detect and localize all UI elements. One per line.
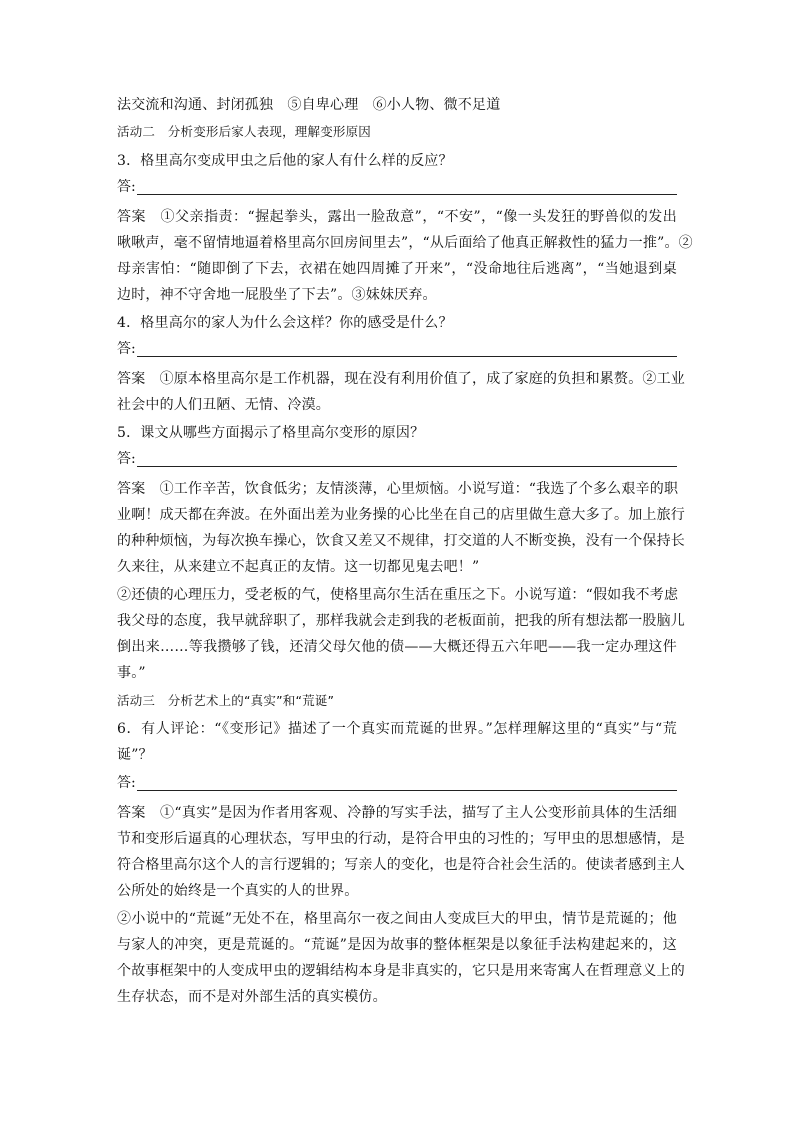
answer-text: 倒出来……等我攒够了钱，还清父母欠他的债——大概还得五六年吧——我一定办理这件 — [117, 639, 677, 655]
answer-text: 答案 ①原本格里高尔是工作机器，现在没有利用价值了，成了家庭的负担和累赘。②工业 — [117, 371, 685, 387]
question-5: 5．课文从哪些方面揭示了格里高尔变形的原因？ — [117, 425, 425, 441]
answer-text: 公所处的始终是一个真实的人的世界。 — [117, 883, 359, 899]
answer-text: 久来往，从来建立不起真正的友情。这一切都见鬼去吧！” — [117, 559, 480, 575]
answer-text: 的种种烦恼，为每次换车操心，饮食又差又不规律，打交道的人不断变换，没有一个保持长 — [117, 533, 685, 549]
question-4: 4．格里高尔的家人为什么会这样？你的感受是什么？ — [117, 315, 453, 331]
answer-text: 啾啾声，毫不留情地逼着格里高尔回房间里去”，“从后面给了他真正解救性的猛力一推”。② — [117, 235, 693, 251]
answer-prompt: 答: — [117, 775, 136, 791]
answer-text: 答案 ①“真实”是因为作者用客观、冷静的写实手法，描写了主人公变形前具体的生活细 — [117, 805, 677, 821]
answer-prompt: 答: — [117, 179, 136, 195]
answer-text: 母亲害怕：“随即倒了下去，衣裙在她四周摊了开来”，“没命地往后逃离”，“当她退到桌 — [117, 261, 677, 277]
activity-heading: 活动三 分析艺术上的“真实”和“荒诞” — [117, 693, 335, 708]
answer-text: 与家人的冲突，更是荒诞的。“荒诞”是因为故事的整体框架是以象征手法构建起来的，这 — [117, 937, 677, 953]
answer-text: 业啊！成天都在奔波。在外面出差为业务操的心比坐在自己的店里做生意大多了。加上旅行 — [117, 507, 685, 523]
answer-text: ②还债的心理压力，受老板的气，使格里高尔生活在重压之下。小说写道：“假如我不考虑 — [117, 587, 679, 603]
answer-text: 我父母的态度，我早就辞职了，那样我就会走到我的老板面前，把我的所有想法都一股脑儿 — [117, 613, 685, 629]
answer-text: 个故事框架中的人变成甲虫的逻辑结构本身是非真实的，它只是用来寄寓人在哲理意义上的 — [117, 963, 685, 979]
answer-prompt: 答: — [117, 451, 136, 467]
answer-text: 答案 ①父亲指责：“握起拳头，露出一脸敌意”，“不安”，“像一头发狂的野兽似的发出 — [117, 209, 677, 225]
answer-text: ②小说中的“荒诞”无处不在，格里高尔一夜之间由人变成巨大的甲虫，情节是荒诞的；他 — [117, 911, 677, 927]
answer-blank[interactable] — [117, 450, 677, 468]
answer-blank[interactable] — [117, 178, 677, 196]
answer-text: 社会中的人们丑陋、无情、冷漠。 — [117, 397, 330, 413]
answer-text: 边时，神不守舍地一屁股坐了下去”。③妹妹厌弃。 — [117, 287, 437, 303]
activity-heading: 活动二 分析变形后家人表现，理解变形原因 — [117, 124, 372, 139]
question-6-cont: 诞”？ — [117, 747, 153, 763]
text-line: 法交流和沟通、封闭孤独 ⑤自卑心理 ⑥小人物、微不足道 — [117, 97, 501, 113]
answer-text: 节和变形后逼真的心理状态，写甲虫的行动，是符合甲虫的习性的；写甲虫的思想感情，是 — [117, 831, 685, 847]
answer-text: 生存状态，而不是对外部生活的真实模仿。 — [117, 989, 387, 1005]
answer-blank[interactable] — [117, 774, 677, 792]
answer-prompt: 答: — [117, 341, 136, 357]
answer-text: 答案 ①工作辛苦，饮食低劣；友情淡薄，心里烦恼。小说写道：“我选了个多么艰辛的职 — [117, 481, 679, 497]
question-3: 3．格里高尔变成甲虫之后他的家人有什么样的反应？ — [117, 153, 453, 169]
answer-blank[interactable] — [117, 340, 677, 358]
question-6: 6．有人评论：“《变形记》描述了一个真实而荒诞的世界。”怎样理解这里的“真实”与“荒 — [117, 721, 677, 737]
answer-text: 事。” — [117, 665, 146, 681]
answer-text: 符合格里高尔这个人的言行逻辑的；写亲人的变化，也是符合社会生活的。使读者感到主人 — [117, 857, 685, 873]
